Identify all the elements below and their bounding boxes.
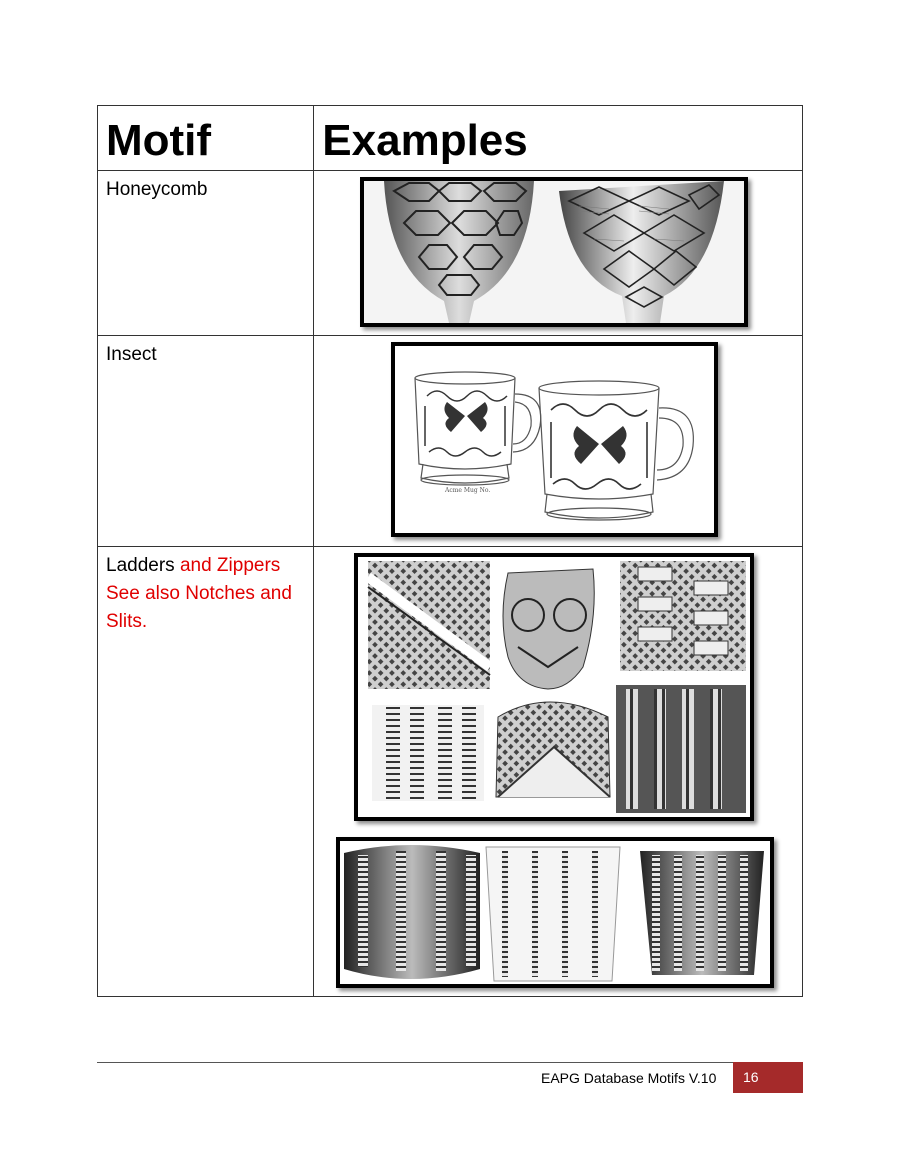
- motif-name: Ladders: [106, 555, 175, 576]
- header-examples: Examples: [314, 106, 803, 171]
- examples-cell: [314, 547, 803, 997]
- table-row: [98, 547, 803, 997]
- insect-image: [391, 342, 718, 537]
- page-number-badge: 16: [733, 1062, 803, 1093]
- see-also-note: See also Notches and Slits.: [106, 583, 292, 632]
- table-row: [98, 171, 803, 336]
- header-row: [98, 106, 803, 171]
- zippers-image: [336, 837, 774, 988]
- examples-cell: [314, 336, 803, 547]
- motif-name: Honeycomb: [106, 179, 208, 200]
- header-motif: Motif: [98, 106, 314, 171]
- honeycomb-image: [360, 177, 748, 327]
- table-row: [98, 336, 803, 547]
- motif-name-cell: [98, 171, 314, 336]
- motif-name: Insect: [106, 344, 157, 365]
- svg-text:Acme Mug No.: Acme Mug No.: [445, 487, 491, 494]
- footer-rule: [97, 1062, 803, 1063]
- motif-name-cell: [98, 336, 314, 547]
- motif-name-cell: [98, 547, 314, 997]
- examples-cell: [314, 171, 803, 336]
- footer-title: EAPG Database Motifs V.10: [541, 1070, 717, 1086]
- motif-table: [97, 105, 803, 997]
- ladders-collage-image: [354, 553, 754, 821]
- motif-name-extra: and Zippers: [174, 555, 281, 576]
